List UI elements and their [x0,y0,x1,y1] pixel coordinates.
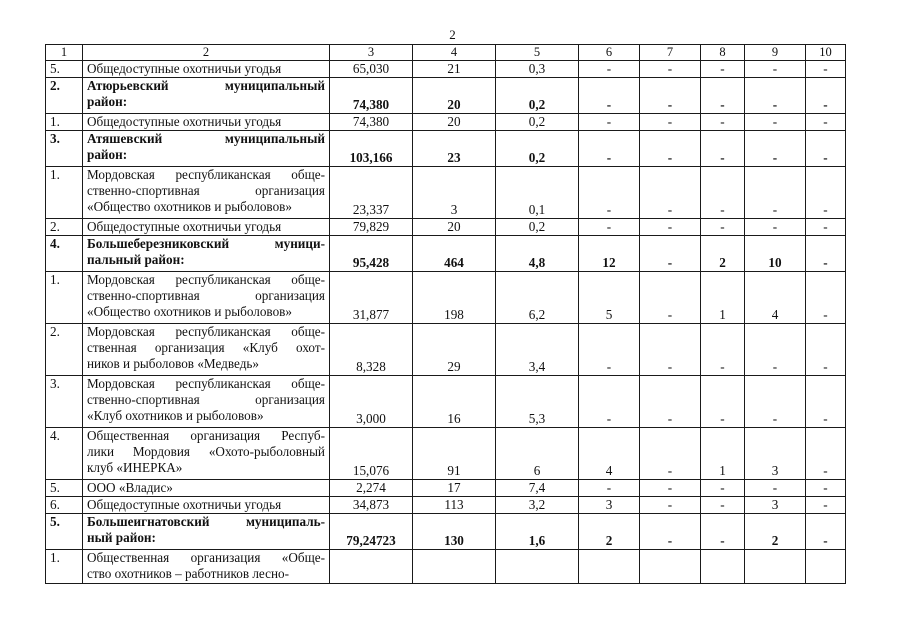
name-line: пальный район: [87,252,185,267]
value-cell-c6: 5 [579,272,640,324]
name-line: Общедоступные охотничьи угодья [87,219,282,234]
value-cell-c9: 3 [745,497,806,514]
table-header-row [46,45,846,61]
district-row [46,514,846,550]
value-cell-c3: 65,030 [330,61,413,78]
value-cell-c6: 2 [579,514,640,550]
value-cell-c10: - [806,236,846,272]
row-number-cell: 1. [46,272,83,324]
name-line: район: [87,147,128,162]
value-cell-c10: - [806,480,846,497]
value-cell-c5: 0,3 [496,61,579,78]
value-cell-c9: 3 [745,428,806,480]
header-cell-col-9: 9 [745,45,806,61]
value-cell-c4: 20 [413,219,496,236]
name-line: клуб «ИНЕРКА» [87,460,183,475]
value-cell-c3: 79,829 [330,219,413,236]
header-cell-col-6: 6 [579,45,640,61]
table-row [46,324,846,376]
value-cell-c7: - [640,131,701,167]
value-cell-c4: 21 [413,61,496,78]
value-cell-c7: - [640,428,701,480]
value-cell-c9: 4 [745,272,806,324]
value-cell-c3: 74,380 [330,114,413,131]
value-cell-c10: - [806,78,846,114]
name-line: ный район: [87,530,156,545]
table-row [46,61,846,78]
value-cell-c5: 3,2 [496,497,579,514]
value-cell-c3: 23,337 [330,167,413,219]
value-cell-c6: - [579,376,640,428]
row-number-cell: 6. [46,497,83,514]
table-row [46,219,846,236]
value-cell-c3: 3,000 [330,376,413,428]
value-cell-c8: 1 [701,428,745,480]
value-cell-c6: 3 [579,497,640,514]
organization-name-cell [83,167,330,219]
row-number-cell: 5. [46,514,83,550]
row-number-cell: 4. [46,428,83,480]
organization-name-cell [83,61,330,78]
value-cell-c6: 12 [579,236,640,272]
table-row [46,428,846,480]
table-row [46,167,846,219]
value-cell-c3: 15,076 [330,428,413,480]
value-cell-c9: - [745,480,806,497]
name-line: Общественная организация «Обще- [87,550,325,565]
organization-name-cell [83,324,330,376]
value-cell-c4: 3 [413,167,496,219]
table-body [46,45,846,584]
value-cell-c9: - [745,219,806,236]
table-row [46,550,846,584]
header-cell-col-1: 1 [46,45,83,61]
name-line: Мордовская республиканская обще- [87,324,325,339]
organization-name-cell [83,78,330,114]
value-cell-c8: - [701,376,745,428]
name-line: Большеберезниковский муници- [87,236,325,251]
value-cell-c6: - [579,167,640,219]
value-cell-c4: 20 [413,114,496,131]
value-cell-c4: 17 [413,480,496,497]
value-cell-c8: - [701,219,745,236]
value-cell-c10: - [806,272,846,324]
value-cell-c3: 103,166 [330,131,413,167]
value-cell-c4: 113 [413,497,496,514]
table-row [46,272,846,324]
name-line: «Общество охотников и рыболовов» [87,304,292,319]
row-number-cell: 2. [46,78,83,114]
row-number-cell: 5. [46,61,83,78]
name-line: Мордовская республиканская обще- [87,272,325,287]
value-cell-c6: - [579,78,640,114]
name-line: ственно-спортивная организация [87,183,325,198]
value-cell-c5: 0,2 [496,131,579,167]
value-cell-c6 [579,550,640,584]
organization-name-cell [83,114,330,131]
value-cell-c3: 79,24723 [330,514,413,550]
value-cell-c4 [413,550,496,584]
organization-name-cell [83,497,330,514]
organization-name-cell [83,428,330,480]
name-line: Общедоступные охотничьи угодья [87,114,282,129]
value-cell-c6: - [579,114,640,131]
organization-name-cell [83,219,330,236]
value-cell-c8: 1 [701,272,745,324]
value-cell-c3: 2,274 [330,480,413,497]
organization-name-cell [83,272,330,324]
value-cell-c6: - [579,324,640,376]
name-line: лики Мордовия «Охото-рыболовный [87,444,325,459]
name-line: Общедоступные охотничьи угодья [87,497,282,512]
name-line: Общественная организация Респуб- [87,428,325,443]
name-line: Атюрьевский муниципальный [87,78,325,93]
table-row [46,497,846,514]
hunting-grounds-table [45,44,846,584]
value-cell-c9: 2 [745,514,806,550]
row-number-cell: 5. [46,480,83,497]
value-cell-c9: - [745,324,806,376]
name-line: ственно-спортивная организация [87,288,325,303]
value-cell-c8: - [701,480,745,497]
value-cell-c5: 0,2 [496,219,579,236]
value-cell-c10: - [806,219,846,236]
name-line: ников и рыболовов «Медведь» [87,356,260,371]
value-cell-c7: - [640,167,701,219]
value-cell-c7 [640,550,701,584]
value-cell-c7: - [640,219,701,236]
value-cell-c9: - [745,376,806,428]
value-cell-c7: - [640,272,701,324]
value-cell-c8: - [701,324,745,376]
value-cell-c8: - [701,114,745,131]
value-cell-c5: 0,2 [496,114,579,131]
value-cell-c3: 31,877 [330,272,413,324]
value-cell-c4: 23 [413,131,496,167]
value-cell-c9 [745,550,806,584]
row-number-cell: 3. [46,131,83,167]
value-cell-c5: 3,4 [496,324,579,376]
district-row [46,131,846,167]
value-cell-c4: 16 [413,376,496,428]
name-line: ООО «Владис» [87,480,173,495]
district-row [46,236,846,272]
value-cell-c10: - [806,61,846,78]
value-cell-c9: 10 [745,236,806,272]
value-cell-c4: 29 [413,324,496,376]
organization-name-cell [83,550,330,584]
value-cell-c5: 6 [496,428,579,480]
organization-name-cell [83,376,330,428]
value-cell-c10 [806,550,846,584]
value-cell-c7: - [640,236,701,272]
name-line: Общедоступные охотничьи угодья [87,61,282,76]
value-cell-c7: - [640,497,701,514]
value-cell-c6: - [579,61,640,78]
value-cell-c10: - [806,324,846,376]
value-cell-c9: - [745,114,806,131]
value-cell-c8: - [701,514,745,550]
value-cell-c7: - [640,376,701,428]
value-cell-c5: 7,4 [496,480,579,497]
value-cell-c5 [496,550,579,584]
value-cell-c7: - [640,78,701,114]
value-cell-c10: - [806,376,846,428]
value-cell-c8: 2 [701,236,745,272]
value-cell-c5: 4,8 [496,236,579,272]
table-row [46,376,846,428]
name-line: «Клуб охотников и рыболовов» [87,408,264,423]
header-cell-col-3: 3 [330,45,413,61]
value-cell-c9: - [745,131,806,167]
value-cell-c5: 0,2 [496,78,579,114]
value-cell-c3 [330,550,413,584]
value-cell-c8: - [701,78,745,114]
name-line: «Общество охотников и рыболовов» [87,199,292,214]
row-number-cell: 4. [46,236,83,272]
organization-name-cell [83,131,330,167]
value-cell-c4: 464 [413,236,496,272]
district-row [46,78,846,114]
page-number: 2 [449,27,456,42]
name-line: Мордовская республиканская обще- [87,376,325,391]
name-line: ство охотников – работников лесно- [87,566,290,581]
header-cell-col-7: 7 [640,45,701,61]
table-row [46,480,846,497]
header-cell-col-8: 8 [701,45,745,61]
row-number-cell: 1. [46,167,83,219]
value-cell-c9: - [745,167,806,219]
value-cell-c6: 4 [579,428,640,480]
name-line: Атяшевский муниципальный [87,131,325,146]
value-cell-c3: 34,873 [330,497,413,514]
value-cell-c6: - [579,131,640,167]
name-line: Мордовская республиканская обще- [87,167,325,182]
value-cell-c8: - [701,497,745,514]
value-cell-c3: 74,380 [330,78,413,114]
header-cell-col-10: 10 [806,45,846,61]
value-cell-c9: - [745,61,806,78]
value-cell-c10: - [806,114,846,131]
value-cell-c6: - [579,219,640,236]
table-row [46,114,846,131]
value-cell-c5: 1,6 [496,514,579,550]
value-cell-c4: 91 [413,428,496,480]
organization-name-cell [83,480,330,497]
header-cell-col-2: 2 [83,45,330,61]
value-cell-c9: - [745,78,806,114]
value-cell-c8: - [701,61,745,78]
header-cell-col-5: 5 [496,45,579,61]
organization-name-cell [83,514,330,550]
name-line: район: [87,94,128,109]
value-cell-c8: - [701,131,745,167]
value-cell-c5: 6,2 [496,272,579,324]
value-cell-c7: - [640,324,701,376]
value-cell-c4: 198 [413,272,496,324]
organization-name-cell [83,236,330,272]
value-cell-c7: - [640,114,701,131]
value-cell-c10: - [806,167,846,219]
row-number-cell: 2. [46,324,83,376]
value-cell-c4: 130 [413,514,496,550]
value-cell-c8 [701,550,745,584]
value-cell-c10: - [806,514,846,550]
value-cell-c10: - [806,428,846,480]
value-cell-c6: - [579,480,640,497]
value-cell-c7: - [640,514,701,550]
row-number-cell: 2. [46,219,83,236]
row-number-cell: 3. [46,376,83,428]
value-cell-c5: 5,3 [496,376,579,428]
value-cell-c5: 0,1 [496,167,579,219]
row-number-cell: 1. [46,114,83,131]
value-cell-c10: - [806,131,846,167]
row-number-cell: 1. [46,550,83,584]
value-cell-c4: 20 [413,78,496,114]
value-cell-c7: - [640,480,701,497]
name-line: Большеигнатовский муниципаль- [87,514,325,529]
value-cell-c10: - [806,497,846,514]
value-cell-c8: - [701,167,745,219]
header-cell-col-4: 4 [413,45,496,61]
name-line: ственно-спортивная организация [87,392,325,407]
name-line: ственная организация «Клуб охот- [87,340,325,355]
value-cell-c3: 95,428 [330,236,413,272]
value-cell-c7: - [640,61,701,78]
value-cell-c3: 8,328 [330,324,413,376]
